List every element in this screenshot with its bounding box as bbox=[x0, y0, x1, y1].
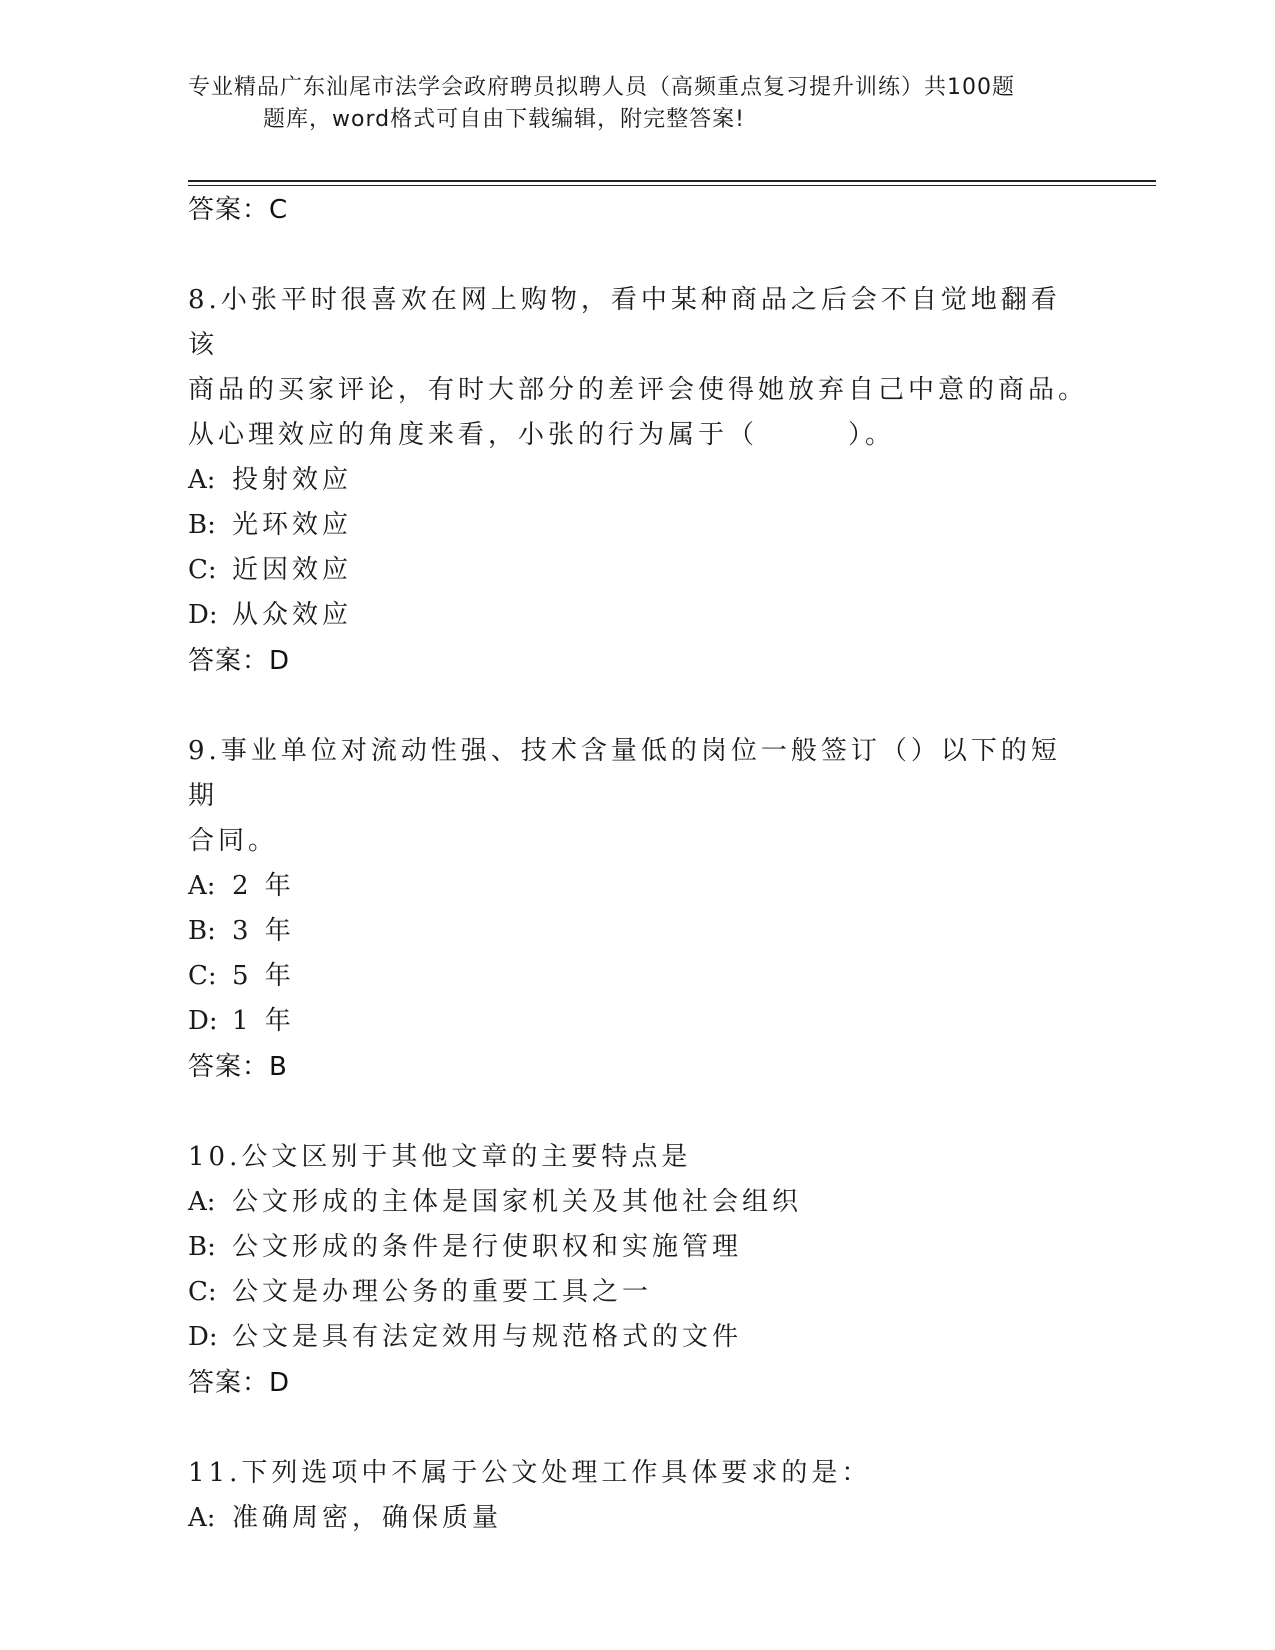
option-key: D: bbox=[188, 1006, 218, 1036]
option-c bbox=[188, 548, 1088, 593]
question-line: 商品的买家评论，有时大部分的差评会使得她放弃自己中意的商品。 bbox=[188, 375, 1089, 405]
spacer bbox=[188, 684, 1088, 729]
question-line: 事业单位对流动性强、技术含量低的岗位一般签订（）以下的短期 bbox=[188, 736, 1061, 811]
answer-line: 答案：D bbox=[188, 1368, 291, 1398]
document-body bbox=[188, 187, 1088, 1541]
option-b bbox=[188, 1225, 1088, 1270]
question-line: 公文区别于其他文章的主要特点是 bbox=[241, 1142, 692, 1172]
option-text: 近因效应 bbox=[232, 555, 353, 585]
option-text: 3 年 bbox=[232, 916, 295, 946]
option-key: B: bbox=[188, 510, 216, 540]
option-key: A: bbox=[188, 1187, 216, 1217]
question-block bbox=[188, 1135, 1088, 1406]
question-number: 11. bbox=[188, 1458, 242, 1488]
option-d bbox=[188, 999, 1088, 1044]
question-text bbox=[188, 278, 1088, 368]
option-c bbox=[188, 954, 1088, 999]
question-number: 8. bbox=[188, 285, 221, 315]
option-b bbox=[188, 503, 1088, 548]
header-rule-thin bbox=[188, 185, 1156, 186]
question-text bbox=[188, 1451, 1088, 1496]
option-text: 5 年 bbox=[232, 961, 295, 991]
question-line: 从心理效应的角度来看，小张的行为属于（ ）。 bbox=[188, 420, 896, 450]
option-d bbox=[188, 593, 1088, 638]
option-c bbox=[188, 1270, 1088, 1315]
option-text: 投射效应 bbox=[232, 465, 353, 495]
header-title-line2: 题库，word格式可自由下载编辑，附完整答案! bbox=[263, 107, 745, 132]
question-text bbox=[188, 1135, 1088, 1180]
option-key: C: bbox=[188, 961, 217, 991]
spacer bbox=[188, 233, 1088, 278]
question-number: 10. bbox=[188, 1142, 242, 1172]
option-key: A: bbox=[188, 465, 216, 495]
option-text: 从众效应 bbox=[232, 600, 353, 630]
spacer bbox=[188, 1090, 1088, 1135]
option-a bbox=[188, 458, 1088, 503]
option-key: D: bbox=[188, 1322, 218, 1352]
option-d bbox=[188, 1315, 1088, 1360]
option-key: D: bbox=[188, 600, 218, 630]
option-text: 光环效应 bbox=[232, 510, 353, 540]
option-a bbox=[188, 1496, 1088, 1541]
option-text: 1 年 bbox=[232, 1006, 295, 1036]
option-a bbox=[188, 1180, 1088, 1225]
answer-line: 答案：B bbox=[188, 1052, 288, 1082]
option-key: A: bbox=[188, 871, 216, 901]
option-key: C: bbox=[188, 555, 217, 585]
question-block bbox=[188, 278, 1088, 684]
answer-line: 答案：D bbox=[188, 646, 291, 676]
question-line: 下列选项中不属于公文处理工作具体要求的是： bbox=[241, 1458, 872, 1488]
question-block bbox=[188, 1451, 1088, 1541]
question-text bbox=[188, 729, 1088, 819]
option-text: 2 年 bbox=[232, 871, 295, 901]
option-text: 准确周密，确保质量 bbox=[232, 1503, 503, 1533]
option-key: C: bbox=[188, 1277, 217, 1307]
option-b bbox=[188, 909, 1088, 954]
answer-line: 答案：C bbox=[188, 195, 289, 225]
option-key: B: bbox=[188, 1232, 216, 1262]
document-header bbox=[188, 72, 1088, 136]
option-key: A: bbox=[188, 1503, 216, 1533]
question-line: 小张平时很喜欢在网上购物，看中某种商品之后会不自觉地翻看该 bbox=[188, 285, 1061, 360]
option-a bbox=[188, 864, 1088, 909]
option-text: 公文形成的条件是行使职权和实施管理 bbox=[232, 1232, 743, 1262]
question-line: 合同。 bbox=[188, 826, 279, 856]
option-text: 公文形成的主体是国家机关及其他社会组织 bbox=[232, 1187, 803, 1217]
header-rule-thick bbox=[188, 180, 1156, 182]
spacer bbox=[188, 1406, 1088, 1451]
header-title-line1: 专业精品广东汕尾市法学会政府聘员拟聘人员（高频重点复习提升训练）共100题 bbox=[188, 75, 1015, 100]
option-text: 公文是具有法定效用与规范格式的文件 bbox=[232, 1322, 743, 1352]
question-number: 9. bbox=[188, 736, 221, 766]
option-text: 公文是办理公务的重要工具之一 bbox=[232, 1277, 653, 1307]
question-block bbox=[188, 729, 1088, 1090]
option-key: B: bbox=[188, 916, 216, 946]
